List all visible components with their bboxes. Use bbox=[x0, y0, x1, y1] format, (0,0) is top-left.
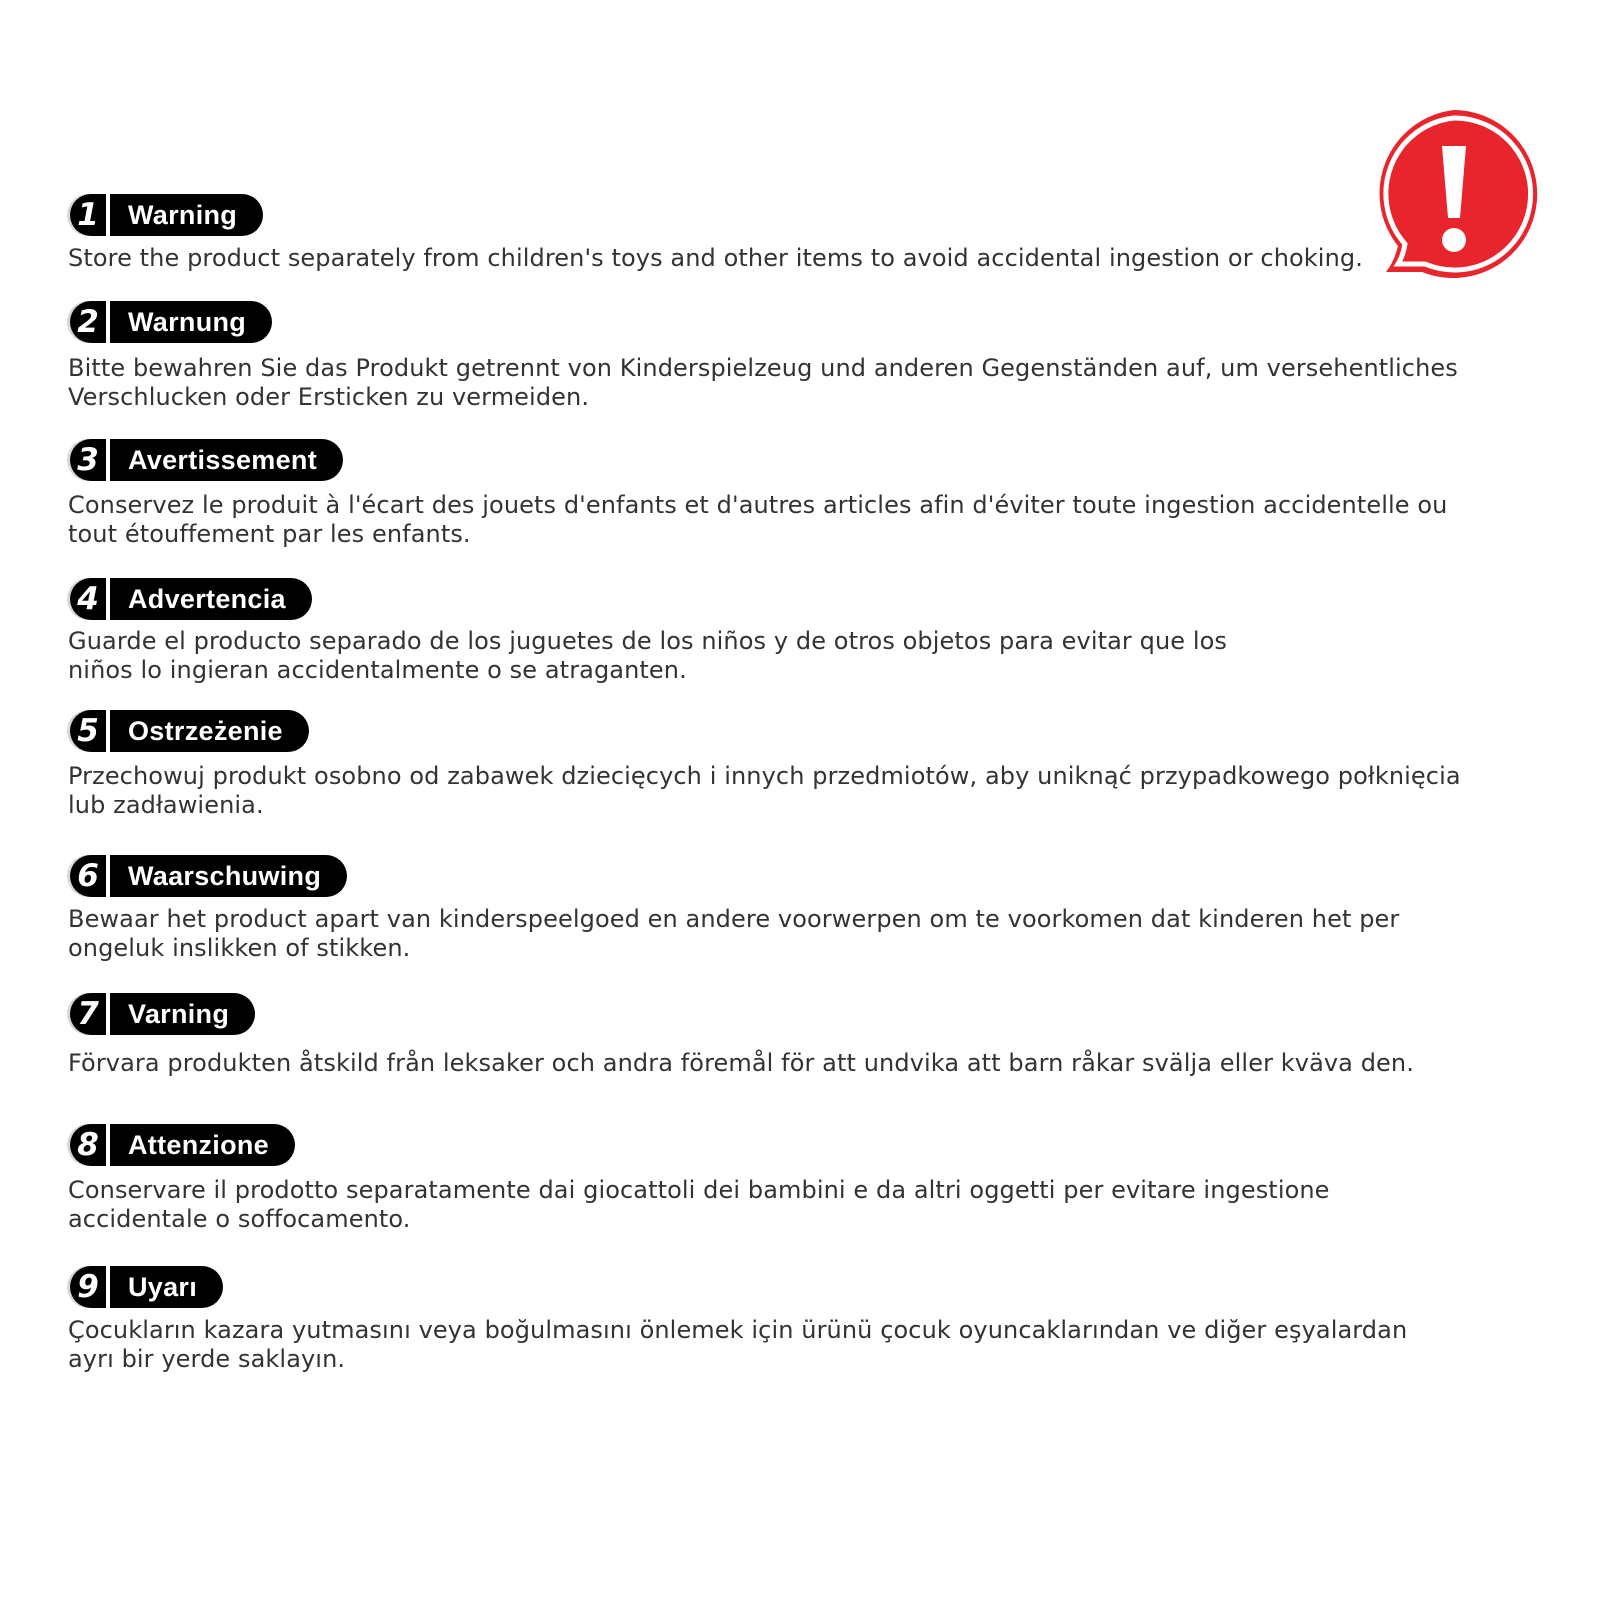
badge-title: Attenzione bbox=[110, 1124, 295, 1166]
warning-entry-nl bbox=[68, 855, 1508, 963]
warning-text: Przechowuj produkt osobno od zabawek dziecięcych i innych przedmiotów, aby uniknąć przypadkowego połknięcia lub zadławienia. bbox=[68, 762, 1461, 819]
warning-entry-fr bbox=[68, 439, 1508, 549]
warning-text: Guarde el producto separado de los juguetes de los niños y de otros objetos para evitar que los niños lo ingieran accidentalmente o se atraganten. bbox=[68, 627, 1228, 684]
badge-title: Warnung bbox=[110, 301, 272, 343]
warning-badge bbox=[70, 710, 309, 752]
badge-title: Waarschuwing bbox=[110, 855, 347, 897]
warning-entry-pl bbox=[68, 710, 1508, 820]
warning-text: Çocukların kazara yutmasını veya boğulmasını önlemek için ürünü çocuk oyuncaklarından ve diğer eşyalardan ayrı bir yerde saklayın. bbox=[68, 1316, 1408, 1373]
badge-number: 5 bbox=[70, 710, 106, 752]
warning-text: Store the product separately from children's toys and other items to avoid accidental ingestion or choking. bbox=[68, 244, 1363, 272]
warning-entry-de bbox=[68, 301, 1508, 412]
badge-number: 3 bbox=[70, 439, 106, 481]
warning-text: Conservare il prodotto separatamente dai giocattoli dei bambini e da altri oggetti per evitare ingestione accidentale o soffocamento. bbox=[68, 1176, 1330, 1233]
warning-text: Bitte bewahren Sie das Produkt getrennt von Kinderspielzeug und anderen Gegenständen auf, um versehentliches Verschlucken oder Ersticken zu vermeiden. bbox=[68, 354, 1458, 411]
warning-text: Conservez le produit à l'écart des jouets d'enfants et d'autres articles afin d'éviter toute ingestion accidentelle ou tout étouffement par les enfants. bbox=[68, 491, 1448, 548]
warning-entry-tr bbox=[68, 1266, 1508, 1374]
warning-text: Bewaar het product apart van kinderspeelgoed en andere voorwerpen om te voorkomen dat kinderen het per ongeluk inslikken of stikken. bbox=[68, 905, 1400, 962]
warning-entry-en bbox=[68, 194, 1508, 273]
badge-number: 2 bbox=[70, 301, 106, 343]
warning-badge bbox=[70, 439, 343, 481]
badge-title: Ostrzeżenie bbox=[110, 710, 309, 752]
badge-title: Avertissement bbox=[110, 439, 343, 481]
badge-number: 1 bbox=[70, 194, 106, 236]
warning-badge bbox=[70, 194, 263, 236]
badge-number: 9 bbox=[70, 1266, 106, 1308]
badge-number: 4 bbox=[70, 578, 106, 620]
badge-title: Varning bbox=[110, 993, 255, 1035]
warning-entry-sv bbox=[68, 993, 1508, 1078]
warning-entry-it bbox=[68, 1124, 1508, 1234]
warning-badge bbox=[70, 1266, 223, 1308]
badge-number: 6 bbox=[70, 855, 106, 897]
warning-entry-es bbox=[68, 578, 1508, 685]
badge-number: 8 bbox=[70, 1124, 106, 1166]
badge-title: Warning bbox=[110, 194, 263, 236]
badge-title: Advertencia bbox=[110, 578, 312, 620]
warning-badge bbox=[70, 993, 255, 1035]
warning-badge bbox=[70, 578, 312, 620]
badge-number: 7 bbox=[70, 993, 106, 1035]
warning-badge bbox=[70, 301, 272, 343]
warning-badge bbox=[70, 855, 347, 897]
warning-badge bbox=[70, 1124, 295, 1166]
badge-title: Uyarı bbox=[110, 1266, 223, 1308]
warning-text: Förvara produkten åtskild från leksaker och andra föremål för att undvika att barn råkar svälja eller kväva den. bbox=[68, 1049, 1414, 1077]
